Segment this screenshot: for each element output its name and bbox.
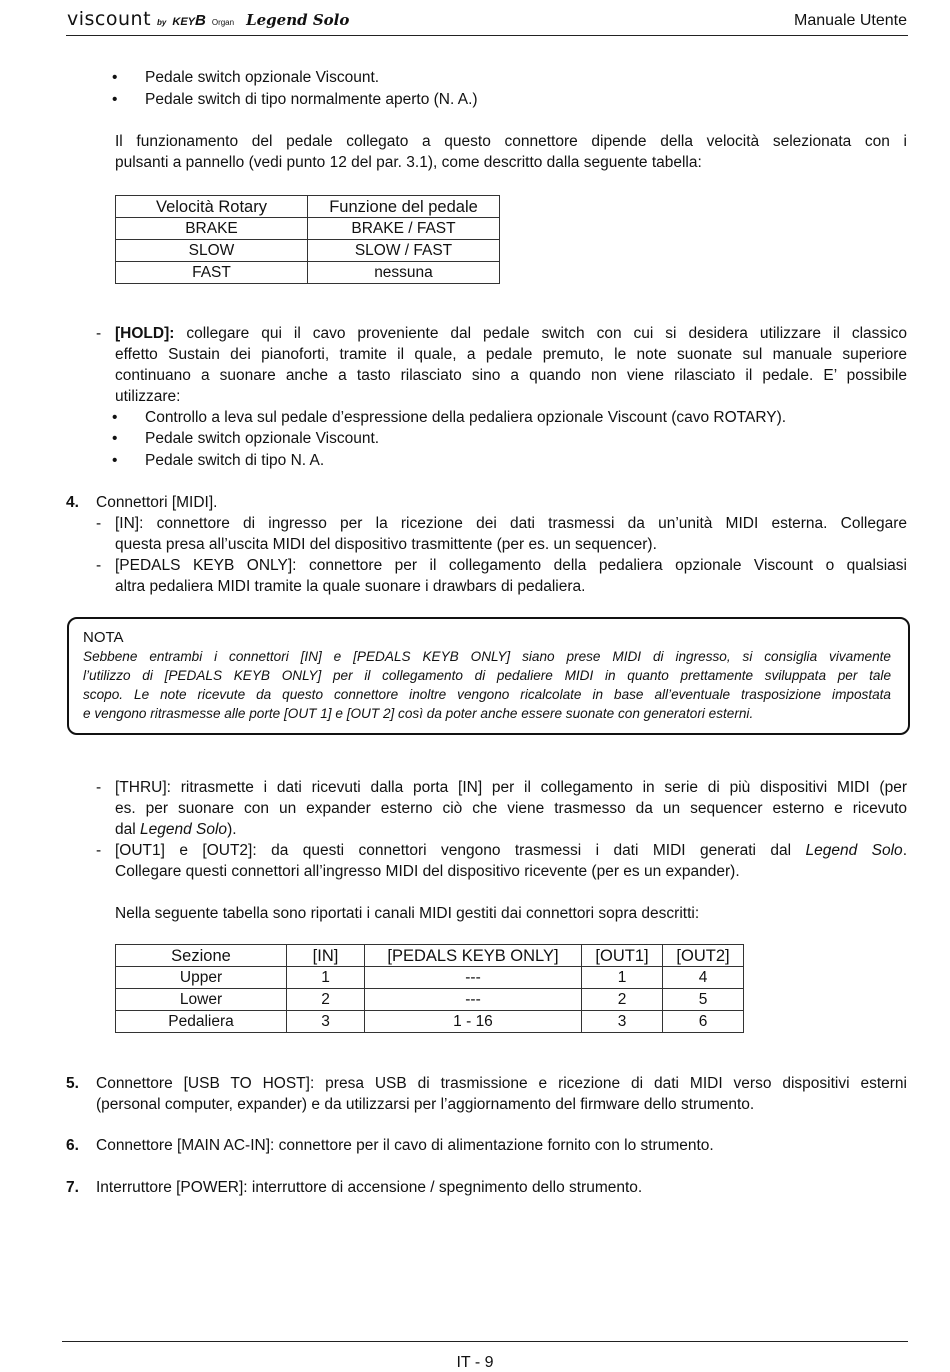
paragraph-line: dal Legend Solo). xyxy=(115,821,237,838)
paragraph-line: continuano a suonare anche a tasto rilasciato sino a quando non viene rilasciato il pedale. E’ possibile xyxy=(115,367,907,384)
note-box xyxy=(67,617,910,735)
table-cell: Pedaliera xyxy=(116,1011,287,1033)
table-row xyxy=(116,967,744,989)
ac-in-line: Connettore [MAIN AC-IN]: connettore per il cavo di alimentazione fornito con lo strumento. xyxy=(96,1137,714,1154)
paragraph-line: effetto Sustain dei pianoforti, tramite il quale, a pedale premuto, le note suonate sul manuale superiore xyxy=(115,346,907,363)
table-row xyxy=(116,989,744,1011)
product-logo: Legend Solo xyxy=(246,11,350,29)
out-label: [OUT1] e [OUT2]: xyxy=(115,842,257,859)
paragraph-line: questa presa all’uscita MIDI del dispositivo trasmittente (per es. un sequencer). xyxy=(115,536,657,553)
table-cell: 5 xyxy=(663,989,744,1011)
usb-line: Connettore [USB TO HOST]: presa USB di trasmissione e ricezione di dati MIDI verso dispositivi esterni xyxy=(96,1075,907,1092)
dash-marker: - xyxy=(96,325,102,342)
table-cell: --- xyxy=(365,967,582,989)
paragraph-line: Nella seguente tabella sono riportati i canali MIDI gestiti dai connettori sopra descritti: xyxy=(115,905,700,922)
out-line: [OUT1] e [OUT2]: da questi connettori vengono trasmessi i dati MIDI generati dal Legend Solo. xyxy=(115,842,907,859)
section-number: 7. xyxy=(66,1179,79,1196)
ac-in-label: Connettore [MAIN AC-IN]: xyxy=(96,1137,275,1154)
power-label: Interruttore [POWER]: xyxy=(96,1179,248,1196)
product-name: Legend Solo xyxy=(805,842,903,859)
list-item: Pedale switch di tipo N. A. xyxy=(145,452,325,469)
list-item: Pedale switch opzionale Viscount. xyxy=(145,69,380,86)
note-line: l’utilizzo di [PEDALS KEYB ONLY] per il collegamento di pedaliere MIDI in quanto prettamente sviluppata per tale xyxy=(83,668,891,683)
table-cell: Lower xyxy=(116,989,287,1011)
paragraph-line: utilizzare: xyxy=(115,388,181,405)
note-line: e vengono ritrasmesse alle porte [OUT 1] e [OUT 2] così da poter anche essere suonate con generatori esterni. xyxy=(83,706,754,721)
paragraph-line: es. per suonare con un expander esterno ciò che viene trasmesso da un sequencer esterno e ricevuto xyxy=(115,800,907,817)
table-header: [PEDALS KEYB ONLY] xyxy=(365,945,582,967)
page-number: IT - 9 xyxy=(456,1354,494,1371)
table-cell: SLOW xyxy=(116,240,308,262)
table-header: Velocità Rotary xyxy=(116,196,308,218)
table-header: [IN] xyxy=(287,945,365,967)
table-row xyxy=(116,240,500,262)
table-cell: FAST xyxy=(116,262,308,284)
hold-line: [HOLD]: collegare qui il cavo proveniente dal pedale switch con cui si desidera utilizzare il classico xyxy=(115,325,907,342)
dash-marker: - xyxy=(96,842,102,859)
table-cell: 2 xyxy=(582,989,663,1011)
paragraph-line: pulsanti a pannello (vedi punto 12 del par. 3.1), come descritto dalla seguente tabella: xyxy=(115,154,702,171)
section-number: 4. xyxy=(66,494,79,511)
table-row xyxy=(116,218,500,240)
bullet-icon: • xyxy=(112,430,118,447)
note-line: Sebbene entrambi i connettori [IN] e [PEDALS KEYB ONLY] siano prese MIDI di ingresso, si consiglia vivamente xyxy=(83,649,891,664)
table-cell: 6 xyxy=(663,1011,744,1033)
list-item: Pedale switch di tipo normalmente aperto (N. A.) xyxy=(145,91,478,108)
dash-marker: - xyxy=(96,557,102,574)
table-cell: BRAKE xyxy=(116,218,308,240)
bullet-icon: • xyxy=(112,452,118,469)
midi-channels-table xyxy=(115,944,744,1033)
keyb-logo: KEYB xyxy=(172,12,206,29)
bullet-icon: • xyxy=(112,69,118,86)
table-row xyxy=(116,1011,744,1033)
manual-title: Manuale Utente xyxy=(794,12,907,29)
table-cell: 1 - 16 xyxy=(365,1011,582,1033)
in-label: [IN]: xyxy=(115,515,144,532)
paragraph-line: altra pedaliera MIDI tramite la quale suonare i drawbars di pedaliera. xyxy=(115,578,586,595)
table-cell: 3 xyxy=(582,1011,663,1033)
paragraph-line: Collegare questi connettori all’ingresso MIDI del dispositivo ricevente (per es un expander). xyxy=(115,863,740,880)
footer-divider xyxy=(62,1341,908,1342)
dash-marker: - xyxy=(96,515,102,532)
bullet-icon: • xyxy=(112,91,118,108)
paragraph-line: (personal computer, expander) e da utilizzarsi per l’aggiornamento del firmware dello strumento. xyxy=(96,1096,755,1113)
table-cell: nessuna xyxy=(308,262,500,284)
hold-label: [HOLD]: xyxy=(115,325,175,342)
table-cell: 3 xyxy=(287,1011,365,1033)
table-cell: 1 xyxy=(287,967,365,989)
brand-name: viscount xyxy=(67,8,152,30)
dash-marker: - xyxy=(96,779,102,796)
note-title: NOTA xyxy=(83,629,124,646)
list-item: Controllo a leva sul pedale d’espressione della pedaliera opzionale Viscount (cavo ROTARY). xyxy=(145,409,787,426)
brand-organ: Organ xyxy=(211,18,235,27)
pedals-line: [PEDALS KEYB ONLY]: connettore per il collegamento della pedaliera opzionale Viscount o qualsiasi xyxy=(115,557,907,574)
table-cell: --- xyxy=(365,989,582,1011)
table-row xyxy=(116,262,500,284)
table-cell: BRAKE / FAST xyxy=(308,218,500,240)
header-divider xyxy=(66,35,908,36)
table-header: [OUT1] xyxy=(582,945,663,967)
thru-label: [THRU]: xyxy=(115,779,171,796)
table-cell: SLOW / FAST xyxy=(308,240,500,262)
thru-line: [THRU]: ritrasmette i dati ricevuti dalla porta [IN] per il collegamento in serie di più dispositivi MIDI (per xyxy=(115,779,907,796)
table-header: Sezione xyxy=(116,945,287,967)
section-title: Connettori [MIDI]. xyxy=(96,494,218,511)
table-header: [OUT2] xyxy=(663,945,744,967)
product-name: Legend Solo xyxy=(140,821,228,838)
brand-logo xyxy=(67,8,349,30)
bullet-icon: • xyxy=(112,409,118,426)
power-line: Interruttore [POWER]: interruttore di accensione / spegnimento dello strumento. xyxy=(96,1179,643,1196)
note-line: scopo. Le note ricevute da questo connettore inoltre vengono ricalcolate in base all’eventuale trasposizione impostata xyxy=(83,687,891,702)
table-header: Funzione del pedale xyxy=(308,196,500,218)
section-number: 5. xyxy=(66,1075,79,1092)
in-line: [IN]: connettore di ingresso per la ricezione dei dati trasmessi da un’unità MIDI esterna. Collegare xyxy=(115,515,907,532)
brand-by: by xyxy=(157,18,167,27)
paragraph-line: Il funzionamento del pedale collegato a questo connettore dipende della velocità selezionata con i xyxy=(115,133,907,150)
usb-label: Connettore [USB TO HOST]: xyxy=(96,1075,315,1092)
table-cell: 4 xyxy=(663,967,744,989)
section-number: 6. xyxy=(66,1137,79,1154)
rotary-table xyxy=(115,195,500,284)
table-cell: 1 xyxy=(582,967,663,989)
table-cell: Upper xyxy=(116,967,287,989)
pedals-label: [PEDALS KEYB ONLY]: xyxy=(115,557,297,574)
table-cell: 2 xyxy=(287,989,365,1011)
list-item: Pedale switch opzionale Viscount. xyxy=(145,430,380,447)
